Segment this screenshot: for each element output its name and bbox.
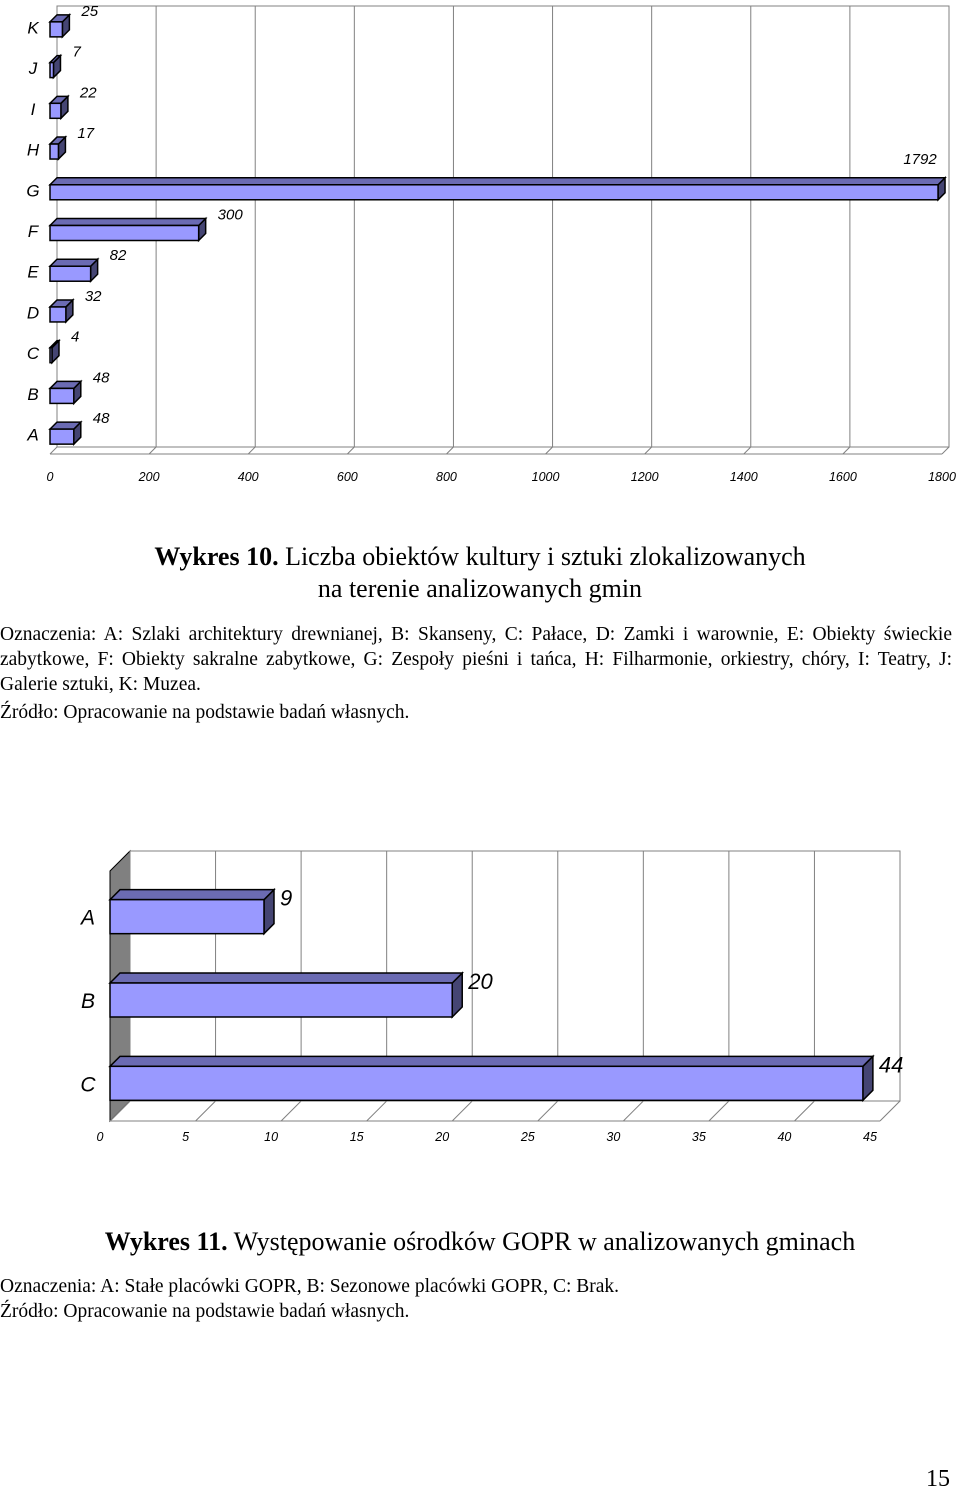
chart-10-floor-line	[546, 447, 553, 454]
chart-11-floor-line	[794, 1101, 814, 1121]
chart-11-category-label: B	[80, 990, 96, 1013]
chart-10-floor-line	[942, 447, 949, 454]
chart-10-data-label: 48	[92, 410, 110, 428]
chart-10-bar	[50, 226, 199, 241]
chart-10-x-tick: 1800	[928, 470, 956, 484]
chart-11-bar-top	[110, 890, 274, 900]
chart-11-floor-line	[709, 1101, 729, 1121]
chart-11-bar	[110, 983, 452, 1017]
chart-11-title	[0, 1226, 960, 1258]
chart-10-data-label: 25	[81, 2, 99, 20]
chart-10-data-label: 300	[217, 206, 243, 224]
chart-11-title-prefix: Wykres 11.	[104, 1227, 228, 1256]
chart-10-bar	[50, 266, 91, 281]
chart-10-title-prefix: Wykres 10.	[154, 542, 279, 571]
chart-10-floor-line	[248, 447, 255, 454]
chart-11-x-tick: 0	[96, 1130, 104, 1144]
chart-11-bar-top	[110, 973, 462, 983]
chart-10-x-tick: 1400	[729, 470, 758, 484]
chart-10-title-line2: na terenie analizowanych gmin	[317, 574, 643, 603]
chart-10-floor-line	[843, 447, 850, 454]
chart-11-data-label: 20	[468, 969, 493, 994]
chart-10-category-label: F	[27, 222, 39, 241]
chart-11-x-tick: 25	[520, 1130, 535, 1144]
chart-11-x-tick: 5	[182, 1130, 190, 1144]
chart-10-title-line1: Liczba obiektów kultury i sztuki zlokalizowanych	[285, 542, 806, 571]
chart-10-category-label: A	[27, 425, 39, 445]
chart-10-x-tick: 800	[436, 470, 457, 484]
chart-11-x-tick: 45	[863, 1130, 877, 1144]
chart-10-category-label: D	[26, 303, 40, 323]
chart-10-data-label: 7	[72, 43, 81, 61]
chart-10-category-label: J	[28, 59, 38, 79]
chart-10-floor-line	[645, 447, 652, 454]
chart-11-x-tick: 15	[349, 1130, 364, 1144]
chart-11-floor-line	[281, 1101, 301, 1121]
chart-10-category-label: I	[30, 99, 36, 119]
chart-10-category-label: H	[26, 140, 40, 160]
chart-10-bar	[50, 63, 53, 78]
chart-10-bar	[50, 388, 74, 403]
chart-11-title-line1: Występowanie ośrodków GOPR w analizowanych gminach	[233, 1227, 856, 1256]
page-number: 15	[926, 1466, 950, 1492]
chart-11	[0, 838, 960, 1158]
chart-10-category-label: B	[27, 384, 39, 404]
chart-11-source: Źródło: Opracowanie na podstawie badań własnych.	[0, 1301, 410, 1322]
chart-10-floor-line	[149, 447, 156, 454]
chart-11-bars	[110, 890, 873, 1101]
chart-10-x-tick: 1200	[630, 470, 659, 484]
chart-10-floor-line	[446, 447, 453, 454]
chart-10-data-label: 4	[70, 328, 80, 346]
chart-10-x-tick: 1000	[531, 470, 560, 484]
chart-10-bar	[50, 103, 61, 118]
chart-11-floor-line	[196, 1101, 216, 1121]
chart-10-category-label: C	[26, 344, 40, 364]
chart-10-x-tick: 200	[138, 470, 160, 484]
chart-10	[0, 0, 960, 500]
chart-11-x-tick: 40	[777, 1130, 792, 1144]
chart-11-bar	[110, 900, 264, 934]
chart-10-title	[0, 541, 960, 605]
chart-10-bar	[50, 22, 62, 37]
chart-11-floor-line	[880, 1101, 900, 1121]
chart-10-x-tick: 400	[237, 470, 259, 484]
chart-11-category-label: A	[80, 906, 96, 930]
chart-11-data-label: 9	[280, 885, 293, 911]
chart-11-floor-line	[623, 1101, 643, 1121]
chart-10-data-label: 48	[92, 369, 110, 387]
chart-10-bar	[50, 144, 58, 159]
chart-10-source: Źródło: Opracowanie na podstawie badań własnych.	[0, 702, 410, 723]
chart-11-floor-line	[367, 1101, 387, 1121]
chart-11-category-label: C	[80, 1073, 96, 1097]
chart-10-bar-top	[50, 259, 98, 266]
chart-11-floor-line	[538, 1101, 558, 1121]
chart-11-category-labels	[79, 907, 96, 1097]
chart-10-x-tick: 1600	[828, 470, 857, 484]
chart-10-bar-top	[50, 178, 945, 185]
chart-10-data-label: 22	[79, 84, 97, 102]
chart-10-category-label: G	[26, 181, 40, 201]
chart-10-data-label: 82	[109, 247, 127, 265]
chart-11-x-tick: 30	[606, 1130, 621, 1144]
chart-10-data-label: 32	[84, 287, 102, 305]
chart-10-x-tick: 0	[46, 470, 54, 484]
chart-11-legend: Oznaczenia: A: Stałe placówki GOPR, B: Sezonowe placówki GOPR, C: Brak.	[0, 1276, 620, 1297]
chart-10-data-labels	[71, 3, 937, 427]
chart-11-x-tick: 10	[264, 1130, 279, 1144]
chart-11-data-label: 44	[878, 1052, 904, 1078]
chart-10-data-label: 1792	[903, 150, 937, 168]
chart-10-floor-line	[347, 447, 354, 454]
chart-11-bar-top	[110, 1056, 873, 1066]
chart-10-x-tick: 600	[336, 470, 358, 484]
chart-10-floor-line	[50, 447, 57, 454]
chart-11-x-tick-labels	[97, 1130, 877, 1144]
chart-10-category-label: K	[27, 18, 39, 38]
chart-11-bar	[110, 1066, 863, 1100]
chart-10-category-label: E	[27, 262, 39, 282]
chart-10-x-tick-labels	[47, 470, 956, 484]
chart-11-floor-line	[452, 1101, 472, 1121]
chart-10-bar-top	[50, 219, 206, 226]
chart-10-bar	[50, 307, 66, 322]
chart-11-x-tick: 20	[435, 1130, 450, 1144]
chart-10-bars	[50, 15, 945, 444]
chart-10-bar	[50, 429, 74, 444]
chart-10-floor-line	[744, 447, 751, 454]
chart-10-bar	[50, 348, 52, 363]
chart-11-x-tick: 35	[691, 1130, 706, 1144]
chart-10-data-label: 17	[77, 125, 95, 143]
chart-10-bar	[50, 185, 938, 200]
chart-10-legend: Oznaczenia: A: Szlaki architektury drewnianej, B: Skanseny, C: Pałace, D: Zamki i warownie, E: Obiekty świeckie zabytkowe, F: Obiekty sakralne zabytkowe, G: Zespoły pieśni i tańca, H: Filharmonie, orkiestry, chóry, I: Teatry, J: Galerie sztuki, K: Muzea.	[0, 624, 952, 695]
chart-10-category-labels	[26, 18, 40, 444]
